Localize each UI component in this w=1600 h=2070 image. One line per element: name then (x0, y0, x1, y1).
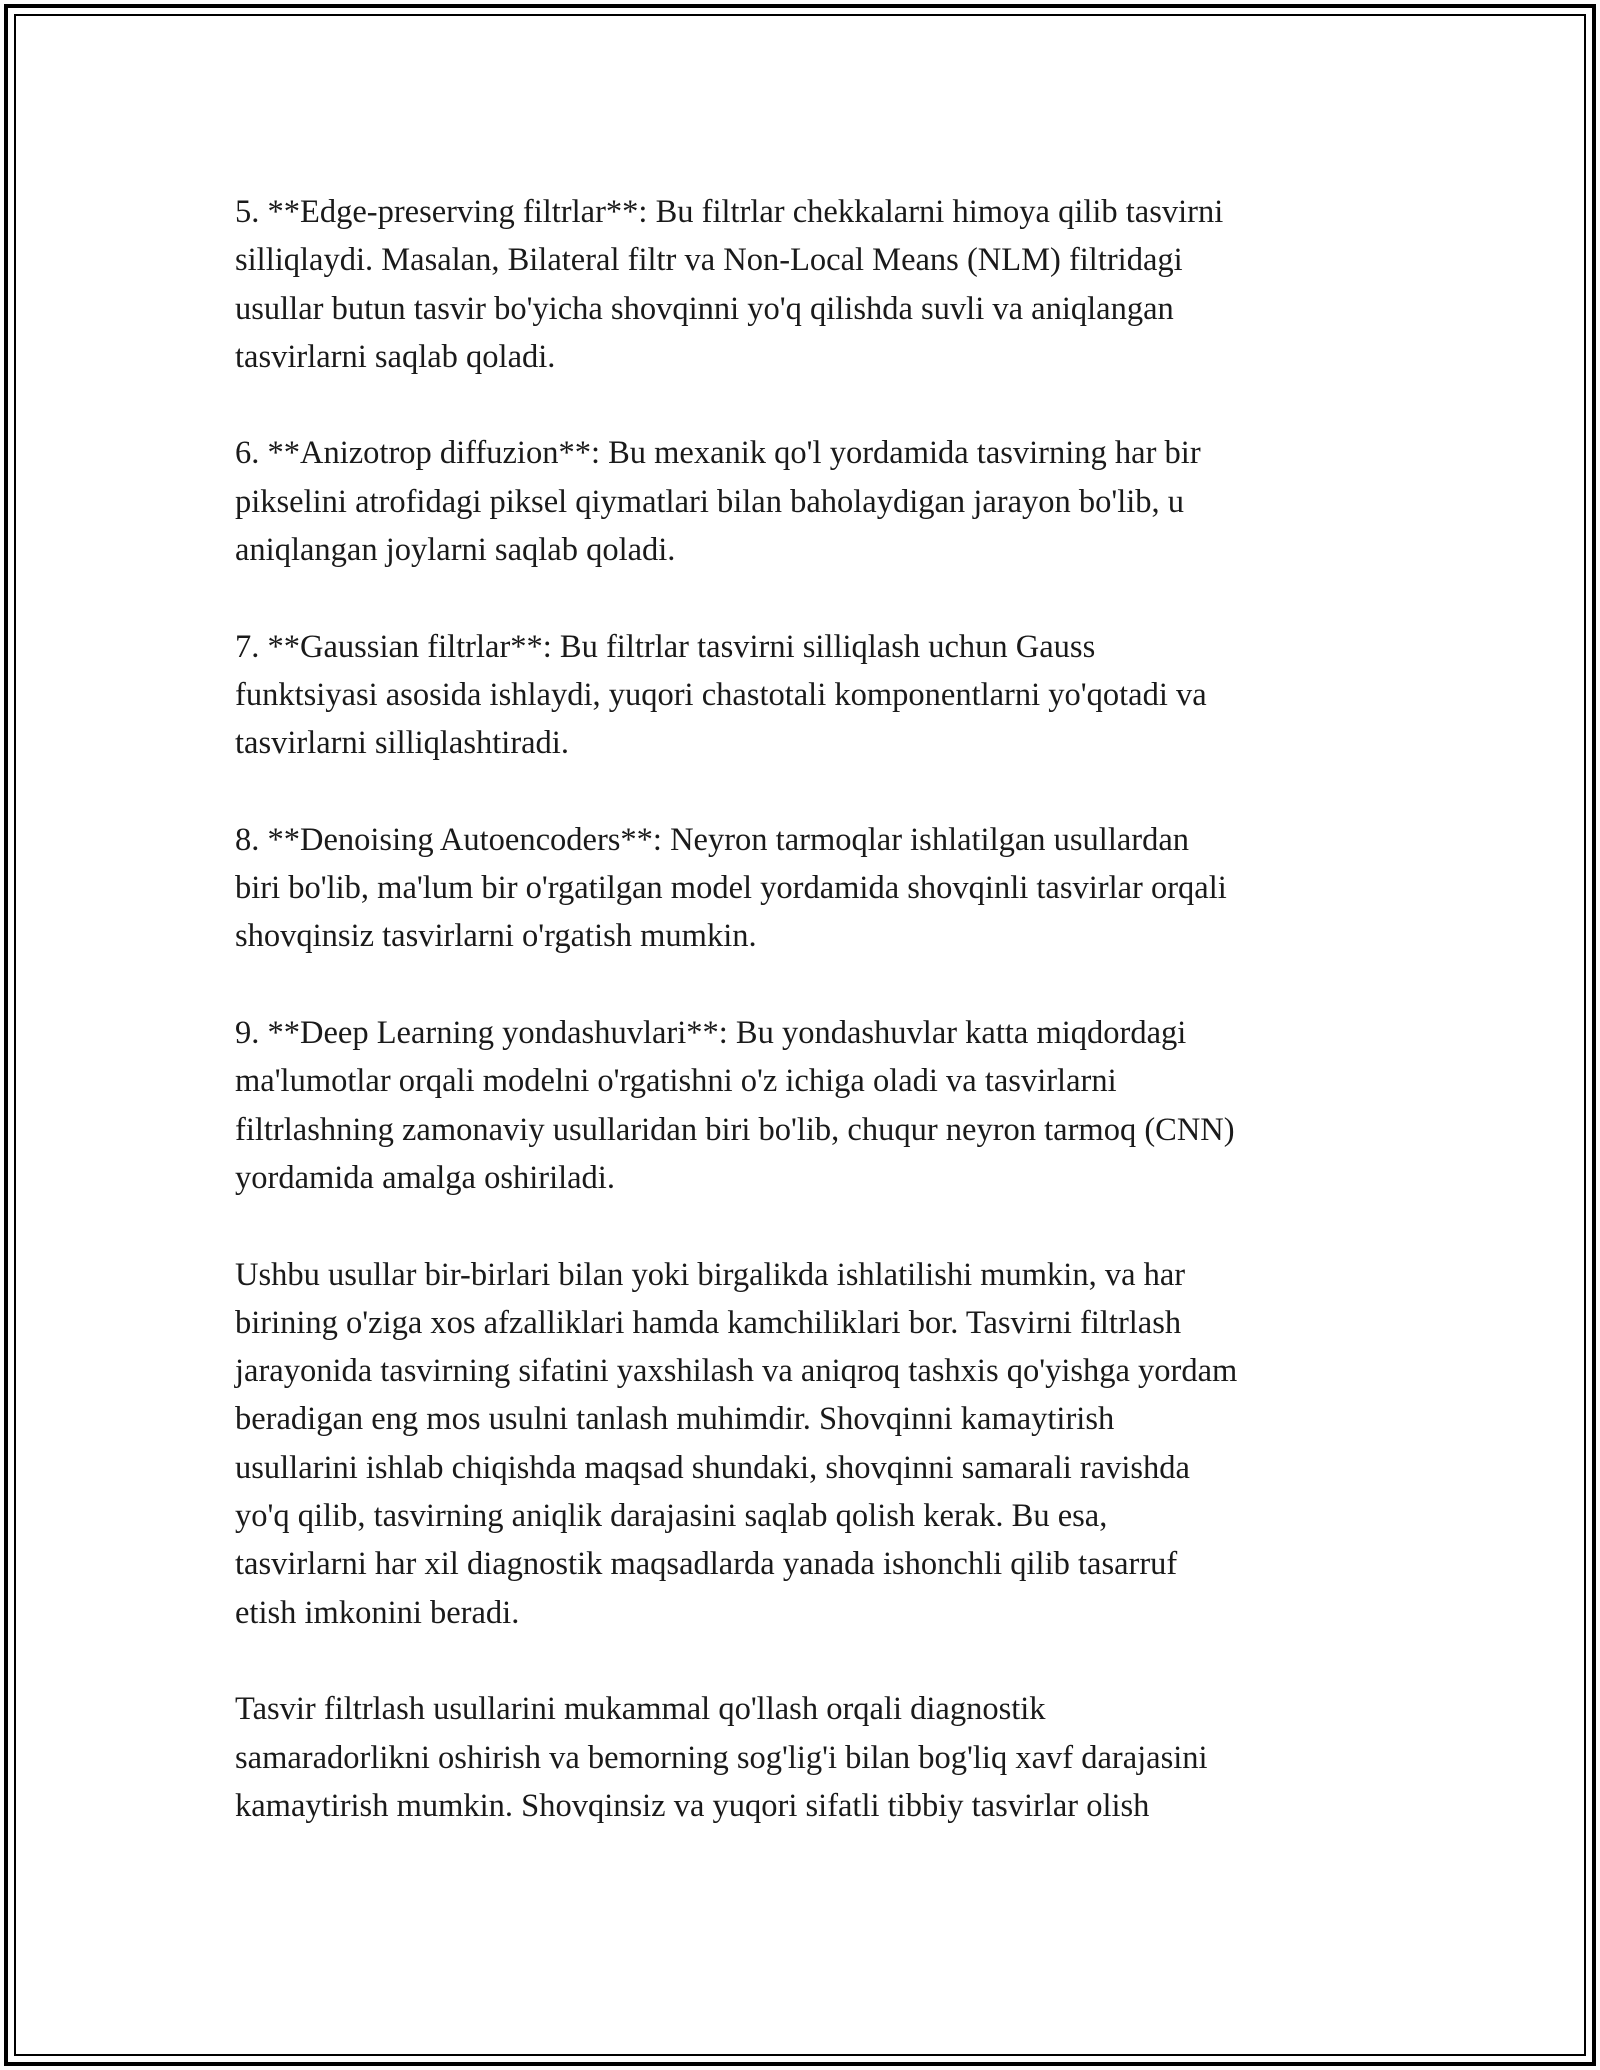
text-line: tasvirlarni har xil diagnostik maqsadlarda yanada ishonchli qilib tasarruf (235, 1546, 1178, 1583)
text-line: biri bo'lib, ma'lum bir o'rgatilgan model yordamida shovqinli tasvirlar orqali (235, 870, 1227, 907)
text-line: Ushbu usullar bir-birlari bilan yoki birgalikda ishlatilishi mumkin, va har (235, 1256, 1186, 1293)
text-line: 6. **Anizotrop diffuzion**: Bu mexanik qo'l yordamida tasvirning har bir (235, 435, 1201, 472)
text-line: funktsiyasi asosida ishlaydi, yuqori chastotali komponentlarni yo'qotadi va (235, 676, 1207, 713)
document-body (235, 188, 1380, 1878)
paragraph-methods-summary (235, 1251, 1380, 1637)
text-line: birining o'ziga xos afzalliklari hamda kamchiliklari bor. Tasvirni filtrlash (235, 1304, 1182, 1341)
text-line: 5. **Edge-preserving filtrlar**: Bu filtrlar chekkalarni himoya qilib tasvirni (235, 194, 1224, 230)
paragraph-deep-learning (235, 1009, 1380, 1202)
text-line: beradigan eng mos usulni tanlash muhimdir. Shovqinni kamaytirish (235, 1401, 1115, 1438)
text-line: 8. **Denoising Autoencoders**: Neyron tarmoqlar ishlatilgan usullardan (235, 821, 1190, 858)
text-line: tasvirlarni saqlab qoladi. (235, 338, 556, 375)
text-line: ma'lumotlar orqali modelni o'rgatishni o'z ichiga oladi va tasvirlarni (235, 1063, 1117, 1100)
text-line: filtrlashning zamonaviy usullaridan biri bo'lib, chuqur neyron tarmoq (CNN) (235, 1111, 1235, 1148)
text-line: 9. **Deep Learning yondashuvlari**: Bu yondashuvlar katta miqdordagi (235, 1015, 1187, 1052)
text-line: yordamida amalga oshiriladi. (235, 1159, 615, 1196)
text-line: shovqinsiz tasvirlarni o'rgatish mumkin. (235, 918, 757, 955)
paragraph-denoising-autoencoders (235, 816, 1380, 961)
text-line: etish imkonini beradi. (235, 1594, 520, 1631)
text-line: 7. **Gaussian filtrlar**: Bu filtrlar tasvirni silliqlash uchun Gauss (235, 628, 1096, 665)
text-line: kamaytirish mumkin. Shovqinsiz va yuqori sifatli tibbiy tasvirlar olish (235, 1787, 1150, 1824)
text-line: silliqlaydi. Masalan, Bilateral filtr va Non-Local Means (NLM) filtridagi (235, 242, 1183, 279)
text-line: samaradorlikni oshirish va bemorning sog'lig'i bilan bog'liq xavf darajasini (235, 1739, 1208, 1776)
paragraph-edge-preserving-filters (235, 188, 1380, 381)
paragraph-anisotropic-diffusion (235, 429, 1380, 574)
text-line: pikselini atrofidagi piksel qiymatlari bilan baholaydigan jarayon bo'lib, u (235, 483, 1185, 520)
text-line: usullar butun tasvir bo'yicha shovqinni yo'q qilishda suvli va aniqlangan (235, 290, 1174, 327)
text-line: usullarini ishlab chiqishda maqsad shundaki, shovqinni samarali ravishda (235, 1449, 1190, 1486)
text-line: tasvirlarni silliqlashtiradi. (235, 725, 569, 762)
paragraph-gaussian-filters (235, 623, 1380, 768)
paragraph-conclusion (235, 1685, 1380, 1830)
text-line: yo'q qilib, tasvirning aniqlik darajasini saqlab qolish kerak. Bu esa, (235, 1498, 1108, 1535)
text-line: Tasvir filtrlash usullarini mukammal qo'llash orqali diagnostik (235, 1691, 1046, 1728)
text-line: jarayonida tasvirning sifatini yaxshilash va aniqroq tashxis qo'yishga yordam (235, 1353, 1238, 1390)
text-line: aniqlangan joylarni saqlab qoladi. (235, 532, 676, 569)
